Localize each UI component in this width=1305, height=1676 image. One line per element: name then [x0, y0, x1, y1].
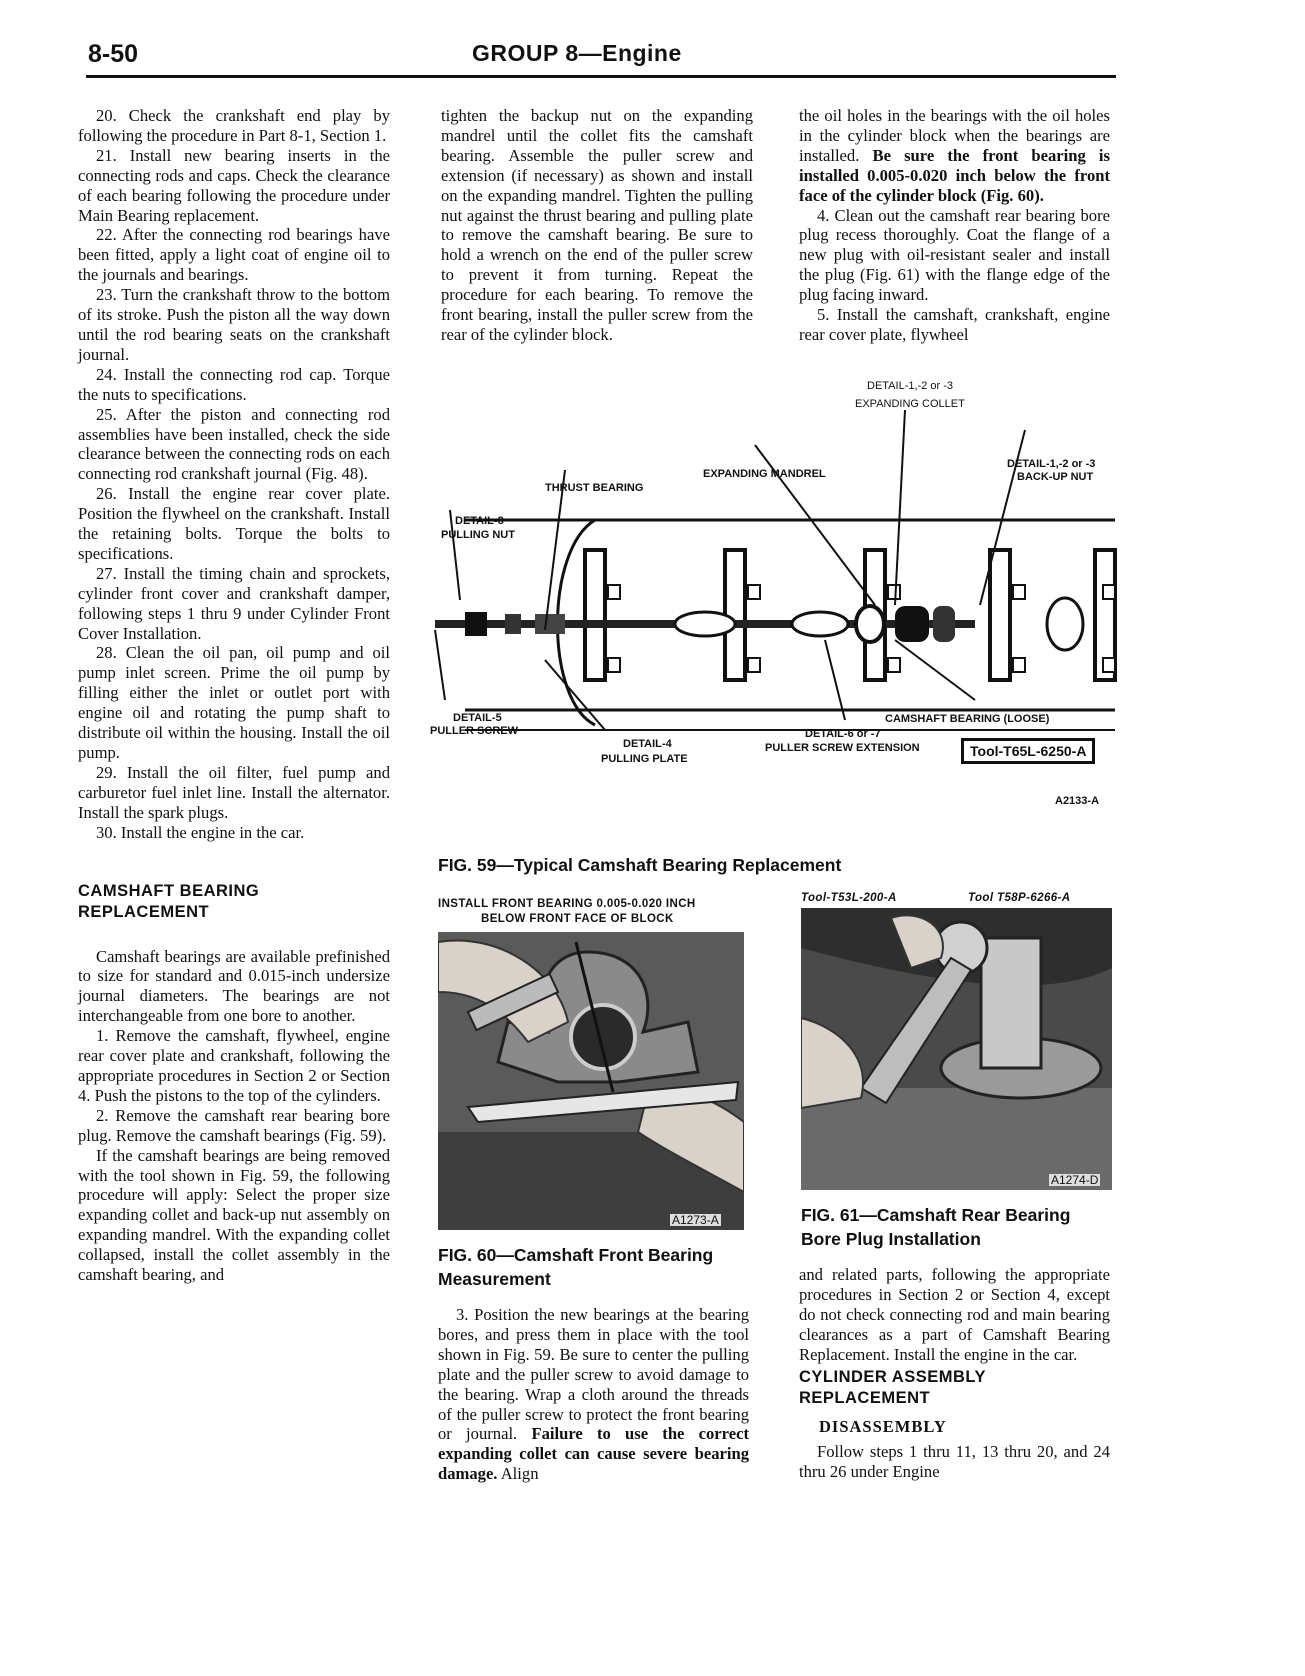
step-3-continuation: Align — [497, 1464, 539, 1484]
front-bearing-warning: Be sure the front bearing is installed 0.005-0.020 inch below the front face of the cylinder block (Fig. 60). — [799, 145, 1110, 205]
section-heading-line-1: CAMSHAFT BEARING — [78, 881, 260, 900]
section-heading-cylinder-assembly — [799, 1367, 1110, 1409]
section-heading-camshaft-bearing — [78, 881, 390, 923]
step-3-position: 3. Position the new bearings at the bearing bores, and press them in place with the tool shown in Fig. 59. Be sure to center the pulling plate and the puller screw to avoid damage to the bearing. Wrap a cloth around the threads of the puller screw to protect the front bearing or journal. — [438, 1305, 749, 1444]
header-rule — [86, 75, 1116, 78]
label-camshaft-bearing-loose: CAMSHAFT BEARING (LOOSE) — [885, 713, 1050, 725]
cyl-heading-line-2: REPLACEMENT — [799, 1388, 931, 1407]
align-oil-holes-text: the oil holes in the bearings with the oil holes in the cylinder block when the bearings are installed. — [799, 106, 1110, 165]
label-detail-6-7: DETAIL-6 or -7 — [805, 728, 881, 740]
step-22: 22. After the connecting rod bearings have been fitted, apply a light coat of engine oil to the journals and bearings. — [78, 225, 390, 285]
fig-61-tool-right: Tool T58P-6266-A — [968, 892, 1071, 904]
step-2-remove-plug: 2. Remove the camshaft rear bearing bore plug. Remove the camshaft bearings (Fig. 59). — [78, 1105, 390, 1145]
label-pulling-plate: PULLING PLATE — [601, 753, 688, 765]
column-2-lower-text — [438, 1305, 749, 1484]
step-21: 21. Install new bearing inserts in the connecting rods and caps. Check the clearance of each bearing following the procedure under Main Bearing replacement. — [78, 145, 390, 225]
step-24: 24. Install the connecting rod cap. Torque the nuts to specifications. — [78, 364, 390, 404]
column-1 — [78, 106, 390, 1285]
column-2-text — [441, 106, 753, 345]
step-1-remove: 1. Remove the camshaft, flywheel, engine rear cover plate and crankshaft, following the appropriate procedures in Section 2 or Section 4. Push the pistons to the top of the cylinders. — [78, 1026, 390, 1105]
fig-61-caption-line-1: FIG. 61—Camshaft Rear Bearing — [801, 1205, 1071, 1225]
rear-plug-photo-art — [801, 908, 1112, 1190]
paragraph-follow-steps: Follow steps 1 thru 11, 13 thru 20, and 24 thru 26 under Engine — [799, 1442, 1110, 1482]
fig-59-caption: FIG. 59—Typical Camshaft Bearing Replacement — [438, 855, 842, 875]
step-27: 27. Install the timing chain and sprockets, cylinder front cover and crankshaft damper, following steps 1 thru 9 under Cylinder Front Cover Installation. — [78, 563, 390, 643]
paragraph-camshaft-bearings: Camshaft bearings are available prefinished to size for standard and 0.015-inch undersize journal diameters. The bearings are not interchangeable from one bore to another. — [78, 946, 390, 1026]
front-bearing-photo-art — [438, 932, 744, 1230]
label-expanding-collet: EXPANDING COLLET — [855, 398, 965, 410]
fig-60-label-line-2: BELOW FRONT FACE OF BLOCK — [481, 913, 674, 925]
section-heading-line-2: REPLACEMENT — [78, 902, 210, 921]
label-backup-nut: BACK-UP NUT — [1017, 471, 1094, 483]
step-30: 30. Install the engine in the car. — [96, 822, 305, 842]
fig-60-caption — [438, 1243, 713, 1291]
step-26: 26. Install the engine rear cover plate. Position the flywheel on the crankshaft. Install the retaining bolts. Torque the bolts to specifications. — [78, 484, 390, 563]
collet-failure-warning: Failure to use the correct expanding collet can cause severe bearing damage. — [438, 1424, 749, 1484]
label-detail-backup: DETAIL-1,-2 or -3 — [1007, 458, 1096, 470]
step-4-clean: 4. Clean out the camshaft rear bearing bore plug recess thoroughly. Coat the flange of a new plug with oil-resistant sealer and install the plug (Fig. 61) with the flange edge of the plug facing inward. — [799, 205, 1110, 305]
label-puller-screw-extension: PULLER SCREW EXTENSION — [765, 742, 920, 754]
fig-60-caption-line-1: FIG. 60—Camshaft Front Bearing — [438, 1245, 714, 1265]
column-3-text — [799, 106, 1110, 345]
fig-59-diagram — [425, 380, 1120, 825]
paragraph-tool-procedure: If the camshaft bearings are being removed with the tool shown in Fig. 59, the following procedure will apply: Select the proper size expanding collet and back-up nut assembly on expanding mandrel. With the expanding collet collapsed, install the collet assembly in the camshaft bearing, and — [78, 1145, 390, 1285]
fig-61-tool-left: Tool-T53L-200-A — [801, 892, 897, 904]
paragraph-continued: tighten the backup nut on the expanding mandrel until the collet fits the camshaft bearing. Assemble the puller screw and extension (if necessary) as shown and install on the expanding mandrel. Tighten the pulling nut against the thrust bearing and pulling plate to remove the camshaft bearing. Be sure to hold a wrench on the end of the puller screw to prevent it from turning. Repeat the procedure for each bearing. To remove the front bearing, install the puller screw from the rear of the cylinder block. — [441, 106, 753, 344]
step-25: 25. After the piston and connecting rod assemblies have been installed, check the side clearance between the connecting rods on each connecting rod crankshaft journal (Fig. 48). — [78, 404, 390, 484]
label-detail-4: DETAIL-4 — [623, 738, 672, 750]
label-thrust-bearing: THRUST BEARING — [545, 482, 644, 494]
label-pulling-nut: PULLING NUT — [441, 529, 515, 541]
step-5-install: 5. Install the camshaft, crankshaft, engine rear cover plate, flywheel — [799, 305, 1110, 344]
tool-number-box: Tool-T65L-6250-A — [961, 738, 1095, 764]
column-3-lower-text — [799, 1265, 1110, 1482]
fig-61-code: A1274-D — [1051, 1173, 1099, 1187]
subheading-disassembly: DISASSEMBLY — [819, 1416, 947, 1436]
page-header-title: GROUP 8—Engine — [472, 40, 682, 66]
fig-60-label-line-1: INSTALL FRONT BEARING 0.005-0.020 INCH — [438, 898, 696, 910]
page-number: 8-50 — [88, 40, 139, 68]
step-23: 23. Turn the crankshaft throw to the bottom of its stroke. Push the piston all the way down until the rod bearing seats on the crankshaft journal. — [78, 285, 390, 364]
fig-60-photo — [438, 932, 744, 1230]
label-detail-5: DETAIL-5 — [453, 712, 502, 724]
step-29: 29. Install the oil filter, fuel pump and carburetor fuel inlet line. Install the alternator. Install the spark plugs. — [78, 762, 390, 822]
fig-59-code: A2133-A — [1055, 795, 1100, 807]
fig-60-code: A1273-A — [672, 1213, 719, 1227]
cyl-heading-line-1: CYLINDER ASSEMBLY — [799, 1367, 986, 1386]
label-detail-collet-1: DETAIL-1,-2 or -3 — [867, 380, 953, 392]
label-puller-screw: PULLER SCREW — [430, 725, 518, 737]
paragraph-related-parts: and related parts, following the appropriate procedures in Section 2 or Section 4, except do not check connecting rod and main bearing clearances as a part of Camshaft Bearing Replacement. Install the engine in the car. — [799, 1265, 1110, 1364]
fig-61-caption-line-2: Bore Plug Installation — [801, 1229, 981, 1249]
label-expanding-mandrel: EXPANDING MANDREL — [703, 468, 826, 480]
step-20: 20. Check the crankshaft end play by following the procedure in Part 8-1, Section 1. — [78, 106, 390, 145]
label-detail-8: DETAIL-8 — [455, 515, 504, 527]
fig-61-caption — [801, 1203, 1070, 1251]
fig-61-photo — [801, 908, 1112, 1190]
fig-60-caption-line-2: Measurement — [438, 1269, 551, 1289]
step-28: 28. Clean the oil pan, oil pump and oil pump inlet screen. Prime the oil pump by filling either the inlet or outlet port with engine oil and rotating the pump shaft to distribute oil within the housing. Install the oil pump. — [78, 643, 390, 762]
